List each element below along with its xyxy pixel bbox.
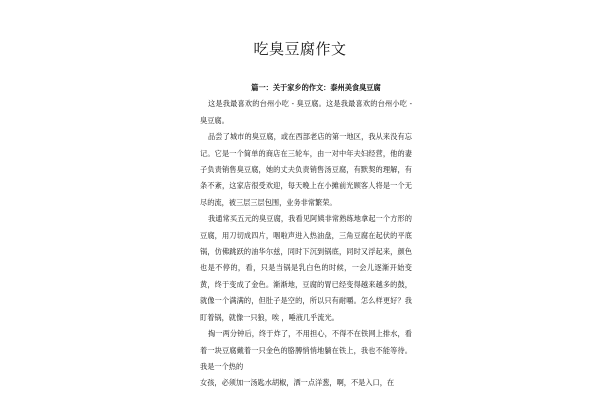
paragraph: 我通常买五元的臭豆腐，我看见阿姨非常熟练地拿起一个方形的豆腐，用刀切成四片，咽啦声进入热油盘，三角豆腐在起伏的平底锅，仿佛跳跃的油华尔兹，同时下沉到锅底，同时又浮起来，颜色也是不停的，看，只是当锅是乳白色的时候，一会儿逐渐开始变黄，终于变成了金色。渐渐地，豆腐的胃已经变得越来越多的鼓，就像一个满满的，但肚子是空的，所以只有耐嚼。怎么样更好？我盯着锅，就像一只狼，唉 ，唾液几乎流光。 [200, 214, 412, 322]
paragraph: 品尝了城市的臭豆腐，或在西部老店的第一地区，我从来没有忘记。它是一个简单的商店在三轮车，由一对中年夫妇经营，他的妻子负责销售臭豆腐，她的丈夫负责销售汤豆腐，有默契的理解，有条不紊，这家店很受欢迎，每天晚上在小摊前光顾客人将是一个无尽的流，被三层三层包围，业务非常繁荣。 [200, 132, 412, 207]
article-subtitle: 篇一：关于家乡的作文：泰州美食臭豆腐 [251, 83, 381, 92]
paragraph: 这是我最喜欢的台州小吃 - 臭豆腐。这是我最喜欢的台州小吃 - 臭豆腐。 [200, 99, 412, 125]
paragraph: 女孩，必须加一汤匙水胡椒，洒一点洋葱，啊，不是入口，在 [200, 378, 395, 388]
document-title: 吃臭豆腐作文 [253, 40, 347, 58]
article-body [200, 80, 412, 392]
paragraph: 掏一两分钟后，终于炸了，不用担心，不得不在铁网上排水，看着一块豆腐戴着一只金色的胳膊悄悄地躺在铁上，我也不能等待。我是一个热的 [200, 329, 412, 371]
